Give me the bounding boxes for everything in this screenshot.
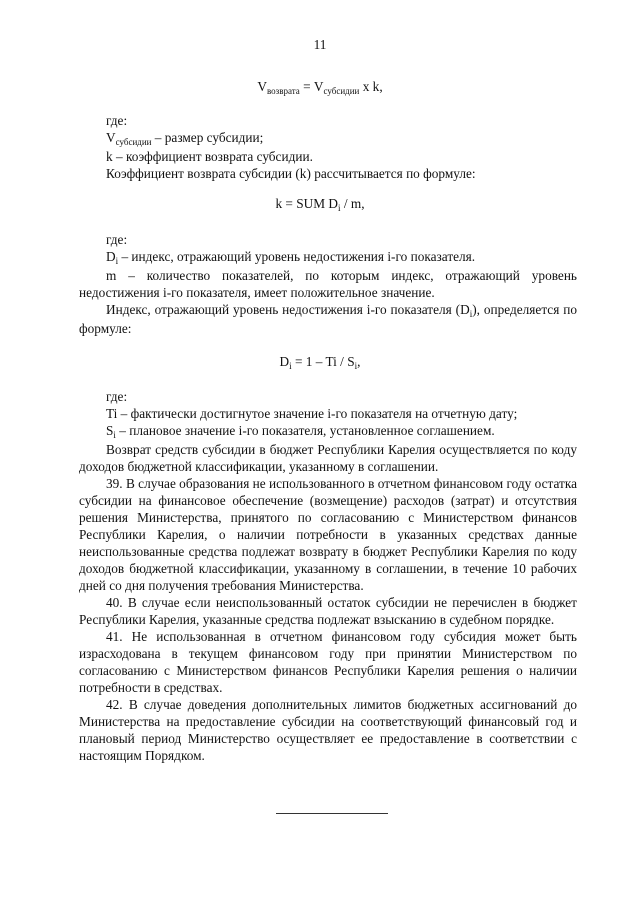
formula-rest: x k, <box>359 79 383 94</box>
definition-m: m – количество показателей, по которым индекс, отражающий уровень недостижения i-го показателя, имеет положительное значение. <box>79 268 577 300</box>
page-number: 11 <box>313 37 327 52</box>
definition-d <box>79 248 577 267</box>
formula-subscript: возврата <box>266 86 300 96</box>
definitions-block-1 <box>79 112 577 182</box>
formula-symbol: V <box>313 79 324 94</box>
formula-text: = 1 – Ti / S <box>291 354 355 369</box>
definition-text: – размер субсидии; <box>151 130 264 145</box>
definition-ti: Ti – фактически достигнутое значение i-го показателя на отчетную дату; <box>106 406 518 421</box>
paragraph-42: 42. В случае доведения дополнительных лимитов бюджетных ассигнований до Министерства на предоставление субсидии на соответствующий финансовый год и плановый период Министерство осуществляет ее предоставление в соответствии с настоящим Порядком. <box>79 697 577 763</box>
subscript: i <box>469 309 473 319</box>
subscript: i <box>113 430 116 440</box>
formula-subscript: i <box>354 361 358 371</box>
where-label: где: <box>106 232 128 247</box>
paragraph-39: 39. В случае образования не использованного в отчетном финансовом году остатка субсидии на финансовое обеспечение (возмещение) расходов (затрат) и отсутствия решения Министерства, принятого по согласованию с Министерством финансов Республики Карелия, о наличии потребности в указанных средствах данные неиспользованные средства подлежат возврату в бюджет Республики Карелия по коду доходов бюджетной классификации, указанному в соглашении, в течение 10 рабочих дней со дня получения требования Министерства. <box>79 476 577 593</box>
text-part: ), определяется по формуле: <box>79 302 577 336</box>
paragraph-40: 40. В случае если неиспользованный остаток субсидии не перечислен в бюджет Республики Карелия, указанные средства подлежат взысканию в судебном порядке. <box>79 595 577 627</box>
formula-subscript: i <box>338 203 341 213</box>
formula-index <box>0 353 640 372</box>
coefficient-intro: Коэффициент возврата субсидии (k) рассчитывается по формуле: <box>106 166 476 181</box>
definition-text: – плановое значение i-го показателя, установленное соглашением. <box>115 423 495 438</box>
paragraph-return: Возврат средств субсидии в бюджет Республики Карелия осуществляется по коду доходов бюджетной классификации, указанному в соглашении. <box>79 442 577 474</box>
where-label: где: <box>106 113 128 128</box>
definition-k: k – коэффициент возврата субсидии. <box>106 149 313 164</box>
definitions-block-2 <box>79 231 577 337</box>
formula-text: , <box>357 354 361 369</box>
formula-text: k = SUM D <box>275 196 338 211</box>
formula-operator: = <box>299 79 314 94</box>
subscript: i <box>115 256 119 266</box>
definition-text: – индекс, отражающий уровень недостижения i-го показателя. <box>118 249 476 264</box>
paragraph-41: 41. Не использованная в отчетном финансовом году субсидия может быть израсходована в текущем финансовом году при принятии Министерством по согласованию с Министерством финансов Республики Карелия решения о наличии потребности в средствах. <box>79 629 577 695</box>
formula-symbol: D <box>279 354 290 369</box>
formula-symbol: V <box>257 79 267 94</box>
formula-coefficient <box>0 195 640 214</box>
formula-text: / m, <box>340 196 365 211</box>
symbol: D <box>106 249 116 264</box>
symbol: S <box>106 423 114 438</box>
formula-subscript: i <box>289 361 292 371</box>
end-rule <box>276 813 388 814</box>
formula-return-amount <box>0 78 640 97</box>
definitions-block-3 <box>79 388 577 764</box>
definition-v-subsidy <box>79 129 577 148</box>
formula-subscript: субсидии <box>323 86 360 96</box>
definition-s <box>79 422 577 441</box>
where-label: где: <box>106 389 128 404</box>
subscript: субсидии <box>115 137 152 147</box>
symbol: V <box>106 130 116 145</box>
index-intro <box>79 301 577 337</box>
text-part: Индекс, отражающий уровень недостижения i-го показателя (D <box>106 302 470 317</box>
